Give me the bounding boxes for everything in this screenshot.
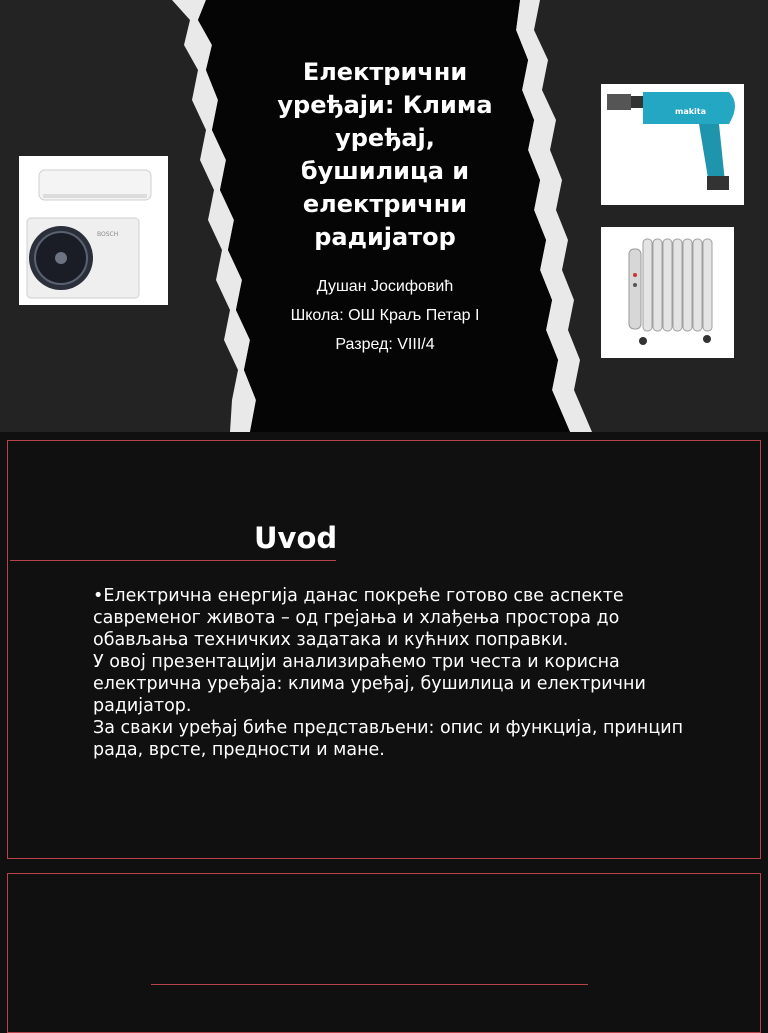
intro-paragraph: •Електрична енергија данас покреће готово све аспекте савременог живота – од грејања и хлађења простора до обављања техничких задатака и кућних поправки. [93, 586, 624, 650]
title-slide [0, 0, 768, 432]
intro-slide [0, 433, 768, 868]
drill-brand-text: makita [675, 107, 707, 116]
ac-brand-text: BOSCH [97, 231, 119, 238]
school-name: Школа: ОШ Краљ Петар I [290, 307, 480, 324]
drill-image [601, 84, 744, 205]
heading-underline [10, 560, 336, 561]
grade-label: Разред: VIII/4 [335, 336, 435, 353]
intro-heading: Uvod [254, 521, 338, 555]
radiator-image [601, 227, 734, 358]
intro-paragraph: За сваки уређај биће представљени: опис и функција, принцип рада, врсте, предности и мане. [93, 718, 684, 760]
divider-line [151, 984, 588, 985]
slide-title: Електрични уређаји: Клима уређај, бушилица и електрични радијатор [277, 58, 493, 251]
intro-body [93, 585, 693, 761]
third-slide [0, 869, 768, 1024]
author-name: Душан Јосифовић [316, 278, 454, 295]
air-conditioner-image [19, 156, 168, 305]
slide-frame [7, 873, 761, 1033]
intro-paragraph: У овој презентацији анализираћемо три честа и корисна електрична уређаја: клима уређај, бушилица и електрични радијатор. [93, 652, 646, 716]
